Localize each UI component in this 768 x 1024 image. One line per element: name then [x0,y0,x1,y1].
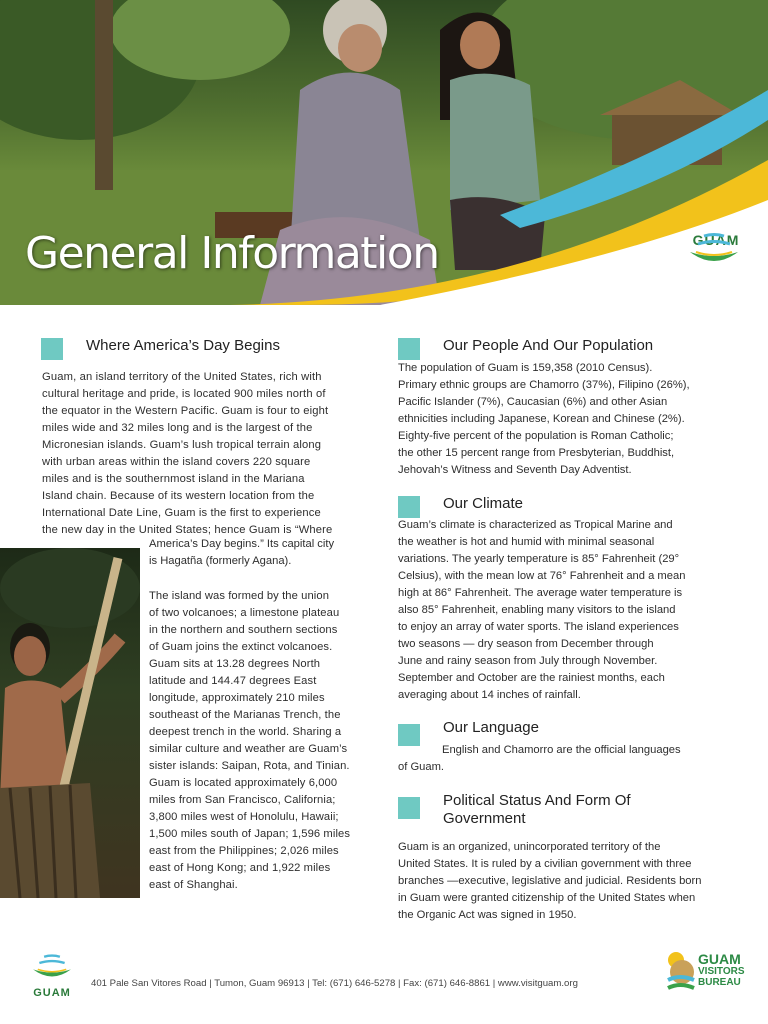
footer-guam-logo [26,952,78,999]
text-line: September and October are the rainiest months, each [398,672,665,684]
text-line: Guam is located approximately 6,000 [149,777,338,789]
text-line: averaging about 14 inches of rainfall. [398,689,581,701]
text-line: June and rainy season from July through November. [398,655,658,667]
section-heading-day-begins: Where America’s Day Begins [86,337,280,354]
section-heading-political [443,792,631,828]
section-heading-climate: Our Climate [443,495,524,512]
text-line: 3,800 miles west of Honolulu, Hawaii; [149,811,339,823]
text-line: the weather is hot and humid with minimal seasonal [398,536,655,548]
island-formation-paragraph [149,588,371,894]
text-line: with urban areas within the island covers 220 square [42,456,311,468]
gvb-text-bureau: BUREAU [698,977,741,988]
section-marker [41,338,63,360]
page-title: General Information [25,228,439,279]
gvb-text-guam: GUAM [698,951,741,967]
footer-guam-logo-text: GUAM [33,987,71,999]
text-line: similar culture and weather are Guam’s [149,743,348,755]
political-heading-line2: Government [443,810,526,827]
text-line: ethnicities including Japanese, Korean and Chinese (2%). [398,413,685,425]
text-line: variations. The yearly temperature is 85° Fahrenheit (29° [398,553,680,565]
text-line: east of Shanghai. [149,879,238,891]
text-line: Jehovah’s Witness and Seventh Day Adventist. [398,464,632,476]
text-line: to enjoy an array of water sports. The island experiences [398,621,679,633]
text-line: miles wide and 32 miles long and is the largest of the [42,422,313,434]
text-line: deepest trench in the world. Sharing a [149,726,342,738]
section-heading-people: Our People And Our Population [443,337,654,354]
gvb-text-visitors: VISITORS [698,966,745,977]
text-line: Guam sits at 13.28 degrees North [149,658,321,670]
section-marker [398,338,420,360]
text-line: the Organic Act was signed in 1950. [398,909,577,921]
section-heading-language: Our Language [443,719,539,736]
text-line: The population of Guam is 159,358 (2010 Census). [398,362,653,374]
text-line: International Date Line, Guam is the first to experience [42,507,321,519]
text-line: 1,500 miles south of Japan; 1,596 miles [149,828,351,840]
text-line: Micronesian islands. Guam’s lush tropical terrain along [42,439,322,451]
text-line: latitude and 144.47 degrees East [149,675,317,687]
climate-paragraph [398,517,726,704]
text-line: in the northern and southern sections [149,624,338,636]
political-heading-line1: Political Status And Form Of [443,792,631,809]
text-line: America’s Day begins.” Its capital city [149,538,335,550]
text-line: branches —executive, legislative and judicial. Residents born [398,875,702,887]
footer-address: 401 Pale San Vitores Road | Tumon, Guam 96913 | Tel: (671) 646-5278 | Fax: (671) 646-8861 | www.visitguam.org [91,978,578,989]
text-line: of Guam joins the extinct volcanoes. [149,641,333,653]
chamorro-warrior-image [0,548,140,898]
text-line: Celsius), with the mean low at 76° Fahrenheit and a mean [398,570,686,582]
text-line: longitude, approximately 210 miles [149,692,325,704]
guam-logo-icon [686,230,742,268]
text-line: miles from San Francisco, California; [149,794,336,806]
text-line: the equator in the Western Pacific. Guam is four to eight [42,405,329,417]
day-begins-paragraph [42,369,370,539]
text-line: Pacific Islander (7%), Caucasian (6%) and other Asian [398,396,668,408]
text-line: in Guam were granted citizenship of the United States when [398,892,696,904]
text-line: Guam, an island territory of the United States, rich with [42,371,322,383]
section-marker [398,797,420,819]
text-line: also 85° Fahrenheit, enabling many visitors to the island [398,604,676,616]
people-paragraph [398,360,728,479]
text-line: sister islands: Saipan, Rota, and Tinian. [149,760,350,772]
text-line: Island chain. Because of its western location from the [42,490,315,502]
text-line: is Hagatña (formerly Agana). [149,555,292,567]
text-line: cultural heritage and pride, is located 900 miles north of [42,388,326,400]
language-paragraph [398,742,728,776]
text-line: east from the Philippines; 2,026 miles [149,845,339,857]
text-line: east of Hong Kong; and 1,922 miles [149,862,331,874]
text-line: the new day in the United States; hence Guam is “Where [42,524,333,536]
text-line: two seasons — dry season from December through [398,638,654,650]
text-line: The island was formed by the union [149,590,330,602]
text-line: Guam’s climate is characterized as Tropical Marine and [398,519,673,531]
warrior-photo [0,548,140,898]
guam-visitors-bureau-logo [664,950,764,996]
guam-logo [686,230,746,248]
section-marker [398,496,420,518]
text-line: Primary ethnic groups are Chamorro (37%), Filipino (26%), [398,379,690,391]
guam-logo-text: GUAM [692,232,740,248]
text-line: southeast of the Marianas Trench, the [149,709,341,721]
political-paragraph [398,839,728,924]
text-line: Eighty-five percent of the population is Roman Catholic; [398,430,674,442]
text-line: English and Chamorro are the official languages [442,744,681,756]
footer-guam-logo-icon [28,952,76,982]
text-line: United States. It is ruled by a civilian government with three [398,858,692,870]
hero-banner [0,0,768,305]
day-begins-paragraph-tail [149,536,371,570]
text-line: miles and is the southernmost island in the Mariana [42,473,305,485]
text-line: of Guam. [398,761,445,773]
text-line: the other 15 percent range from Presbyterian, Buddhist, [398,447,675,459]
text-line: high at 86° Fahrenheit. The average water temperature is [398,587,683,599]
gvb-logo-icon [664,950,696,996]
text-line: of two volcanoes; a limestone plateau [149,607,340,619]
text-line: Guam is an organized, unincorporated territory of the [398,841,661,853]
